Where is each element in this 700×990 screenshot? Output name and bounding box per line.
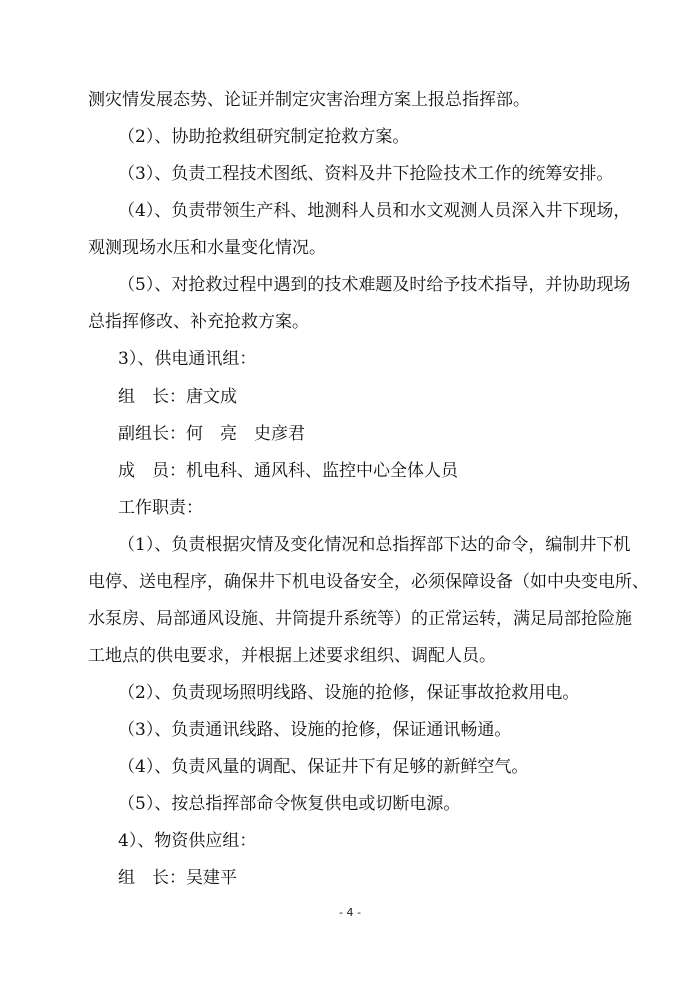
group-leader-line: 组 长：吴建平: [118, 868, 237, 888]
deputy-leader-line: 副组长：何 亮 史彦君: [118, 424, 305, 444]
members-line: 成 员：机电科、通风科、监控中心全体人员: [118, 461, 458, 481]
paragraph-line: （2）、协助抢救组研究制定抢救方案。: [118, 127, 410, 147]
section-heading: 3）、供电通讯组：: [118, 349, 257, 369]
section-heading: 4）、物资供应组：: [118, 831, 257, 851]
paragraph-line: 工地点的供电要求，并根据上述要求组织、调配人员。: [88, 646, 496, 666]
duties-heading: 工作职责：: [118, 498, 203, 518]
paragraph-line: （1）、负责根据灾情及变化情况和总指挥部下达的命令，编制井下机: [118, 535, 631, 555]
paragraph-line: （5）、按总指挥部命令恢复供电或切断电源。: [118, 794, 461, 814]
paragraph-line: 测灾情发展态势、论证并制定灾害治理方案上报总指挥部。: [88, 90, 530, 110]
paragraph-line: （4）、负责带领生产科、地测科人员和水文观测人员深入井下现场，: [118, 201, 631, 221]
paragraph-line: 观测现场水压和水量变化情况。: [88, 238, 326, 258]
page-number: - 4 -: [339, 906, 361, 919]
paragraph-line: 总指挥修改、补充抢救方案。: [88, 312, 309, 332]
paragraph-line: （4）、负责风量的调配、保证井下有足够的新鲜空气。: [118, 757, 529, 777]
paragraph-line: （3）、负责工程技术图纸、资料及井下抢险技术工作的统筹安排。: [118, 164, 614, 184]
paragraph-line: （5）、对抢救过程中遇到的技术难题及时给予技术指导，并协助现场: [118, 275, 631, 295]
group-leader-line: 组 长：唐文成: [118, 387, 237, 407]
paragraph-line: 水泵房、局部通风设施、井筒提升系统等）的正常运转，满足局部抢险施: [88, 609, 632, 629]
paragraph-line: （2）、负责现场照明线路、设施的抢修，保证事故抢救用电。: [118, 683, 580, 703]
paragraph-line: 电停、送电程序，确保井下机电设备安全，必须保障设备（如中央变电所、: [88, 572, 649, 592]
paragraph-line: （3）、负责通讯线路、设施的抢修，保证通讯畅通。: [118, 720, 512, 740]
